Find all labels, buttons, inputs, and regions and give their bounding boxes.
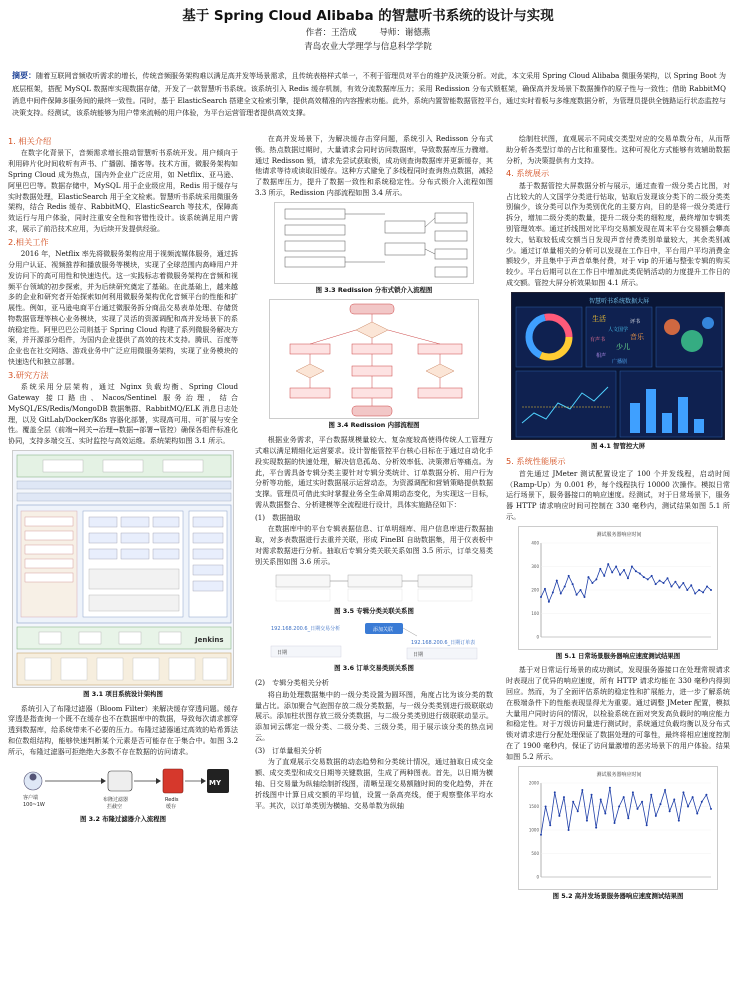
data-point (636, 807, 638, 809)
redis-label: Redis (165, 796, 179, 803)
data-point (673, 798, 675, 800)
data-point (604, 812, 606, 814)
word-cloud-word: 少儿 (616, 342, 630, 351)
data-point (678, 586, 680, 588)
date-field-left: 日期 (277, 650, 288, 657)
y-tick-label: 1000 (528, 827, 539, 832)
architecture-figure (12, 450, 234, 688)
data-point (692, 796, 694, 798)
data-point (627, 577, 629, 579)
order-relation-diagram (269, 620, 479, 662)
album-relation-figure (274, 571, 474, 605)
paragraph: 系统采用分层架构，通过 Nginx 负载均衡、Spring Cloud Gateway 接口路由、Nacos/Sentinel 服务治理，结合 MySQL/ES/Redis/MongoDB 数据集群、RabbitMQ/ELK 消息日志处理，以及 GitLab/Docker/K8s 容器化部署，实现高可用、可扩展与安全性。覆盖全层（前端→网关→治理→数据→部署→管控）确保各组件标准化协同，支持多端交互、实时监控与高效运维。系统架构如图 3.1 所示。 (8, 382, 238, 446)
data-point (609, 786, 611, 788)
data-point (710, 589, 712, 591)
redission-internal-diagram (270, 300, 480, 420)
data-point (623, 569, 625, 571)
paragraph: 基于对日常运行场景的成功测试，发现服务器接口在处理常规请求时表现出了优异的响应速度，所有 HTTP 请求均能在 330 毫秒内得到回应。然而，为了全面评估系统的稳定性和扩展能力，进一步了解系统在极端条件下的性能表现显得尤为重要。通过调整 JMeter 配置，模拟大量用户同时访问的情况，以检验系统在面对突发高负载时的响应能力和稳定性。对于万级访问量进行测试时，系统通过负载均衡以及分布式锁对请求进行分配处理保证了数据处理的可靠性，最终将相应速度控制在了 1900 毫秒内，保证了访问量激增的恶劣场景下的用户体验。结果如图 5.2 所示。 (506, 665, 730, 761)
figure-caption: 图 3.2 布隆过滤器介入流程图 (79, 814, 167, 823)
data-point (548, 600, 550, 602)
y-tick-label: 300 (531, 563, 539, 569)
word-cloud-word: 音乐 (630, 332, 644, 341)
section-heading: 4. 系统展示 (506, 168, 550, 179)
bloom-filter-diagram (11, 761, 235, 813)
dashboard-figure (511, 292, 725, 440)
section-heading: 3.研究方法 (8, 369, 49, 380)
figure-caption: 图 5.1 日常场景服务器响应速度测试结果图 (555, 651, 681, 660)
data-point (572, 583, 574, 585)
paragraph: 为了直观展示交易数据的动态趋势和分类统计情况，通过抽取日成交金额、成交类型和成交日期等关键数据，生成了两种图表。首先，以日期为横轴、日交易量为纵轴绘制折线图，清晰呈现交易额随时间的变化趋势，并在折线图中计算日成交额的平均值，设置一条高亮线，便于观察整体平均水平。其次，以订单类别为横轴、交易单数为纵轴 (255, 757, 493, 810)
authors (0, 27, 736, 40)
data-point (545, 805, 547, 807)
data-point (678, 819, 680, 821)
figure-caption: 图 3.6 订单交易类别关系图 (334, 664, 414, 673)
data-point (682, 582, 684, 584)
y-tick-label: 200 (531, 587, 539, 593)
abstract-label: 摘要： (12, 71, 37, 80)
series-line (541, 787, 711, 834)
order-detail-tag: 192.168.200.6_日期订单表 (411, 640, 476, 647)
data-point (647, 578, 649, 580)
word-cloud-word: 广播剧 (612, 358, 628, 365)
data-point (687, 805, 689, 807)
data-point (627, 817, 629, 819)
data-point (591, 582, 593, 584)
data-point (591, 793, 593, 795)
figure-caption: 图 3.5 专辑分类关联关系图 (334, 606, 414, 615)
order-table-tag: 192.168.200.6_日期交易分析 (271, 626, 341, 633)
chart-title: 测试服务器响应时间 (596, 771, 642, 778)
data-point (540, 596, 542, 598)
word-cloud-word: 有声书 (590, 336, 606, 343)
chart-title: 测试服务器响应时间 (596, 531, 642, 538)
client-label: 客户端 (23, 794, 39, 801)
jenkins-label: Jenkins (195, 635, 224, 644)
data-point (663, 582, 665, 584)
data-point (603, 575, 605, 577)
redission-lock-figure (274, 202, 474, 284)
paragraph: 将自助处理数据集中的一级分类设置为圆环图，角度占比为该分类的数量占比。添加聚合气泡图存放二级分类数据，与一级分类类别进行级联联动展示。添加柱状图存放三级分类数据，与二级分类类别进行级联联动显示。添加词云绑定一级分类、二级分类、三级分类，用于展示该分类的热点词云。 (255, 689, 493, 742)
word-cloud-word: 人文国学 (608, 326, 629, 333)
y-tick-label: 0 (536, 634, 539, 640)
data-point (623, 796, 625, 798)
paragraph: 根据业务需求，平台数据规模量较大、复杂度较高使得传统人工管理方式难以满足精细化运营要求。设计智能管控平台核心目标在于通过自动化手段实现数据的快速处理，解决信息孤岛、分析效率低、决策滞后等痛点。为此，平台需具备专辑分类主要针对专辑分类统计、订单数据分析、用户行为分析等功能，通过实时数据展示运营动态，为资源调配和营销策略提供数据支撑。管理员可借此实时掌握业务全生命周期动态变化，为实现这一目标，需从数据整合、分析建模等全流程进行设计，具体实施路径如下： (255, 435, 493, 509)
data-point (618, 805, 620, 807)
data-point (696, 812, 698, 814)
data-point (682, 791, 684, 793)
data-point (655, 583, 657, 585)
data-point (568, 575, 570, 577)
y-tick-label: 0 (536, 874, 539, 879)
data-point (641, 800, 643, 802)
data-point (639, 572, 641, 574)
data-point (659, 579, 661, 581)
data-point (705, 793, 707, 795)
abstract (12, 69, 726, 119)
data-point (580, 589, 582, 591)
date-field-right: 日期 (413, 652, 424, 659)
data-point (581, 789, 583, 791)
data-point (694, 592, 696, 594)
data-point (686, 589, 688, 591)
data-point (650, 793, 652, 795)
subsection-heading: (2) 专辑分类相关分析 (255, 678, 329, 687)
paragraph: 在数字化背景下，音频需求增长推动智慧听书系统开发。用户倾向于利用碎片化时间收听有声书、广播剧、播客等。技术方面，微服务架构如 Spring Cloud 成为热点，国内外企业广泛应用，如 Netflix、亚马逊、阿里巴巴等。数据存储中，MySQL 用于企业级应用，Redis 用于缓存与实时数据处理，ElasticSearch 用于全文检索。智慧听书系统采用微服务架构，结合 Redis 缓存、RabbitMQ、ElasticSearch 等技术，保障高效运行与用户体验，同时注重安全性和容错性设计。该系统满足用户需求，展示了前沿技术应用，为后续开发提供经验。 (8, 148, 238, 233)
data-point (544, 588, 546, 590)
data-point (540, 833, 542, 835)
subsection-heading: (3) 订单量相关分析 (255, 745, 322, 755)
data-point (698, 589, 700, 591)
data-point (674, 581, 676, 583)
data-point (586, 819, 588, 821)
data-point (552, 591, 554, 593)
album-relation-diagram (274, 571, 474, 605)
y-tick-label: 100 (531, 610, 539, 616)
client-sub-label: 100~1W (23, 801, 45, 808)
daily-response-chart (519, 527, 719, 651)
redis-sub-label: 缓存 (166, 803, 177, 810)
data-point (558, 814, 560, 816)
data-point (549, 824, 551, 826)
word-cloud-word: 相声 (596, 352, 607, 359)
paragraph: 系统引入了布隆过滤器（Bloom Filter）来解决缓存穿透问题。缓存穿透是指查询一个既不在缓存也不在数据库中的数据，导致每次请求都穿透到数据库，给系统带来不必要的压力。布隆过滤器通过高效的哈希算法和位数组结构，能够快速判断某个元素是否可能存在于集合中。如图 3.2 所示，布隆过滤器可拒绝绝大多数不存在数据的访问请求。 (8, 703, 238, 756)
data-point (651, 575, 653, 577)
section-heading: 2.相关工作 (8, 236, 49, 247)
figure-caption: 图 4.1 智管控大屏 (590, 441, 646, 450)
data-point (619, 573, 621, 575)
data-point (595, 578, 597, 580)
bloom-filter-sub-label: 拦截空 (107, 803, 123, 810)
data-point (702, 591, 704, 593)
y-tick-label: 500 (531, 850, 539, 856)
data-point (706, 585, 708, 587)
high-concurrency-chart-figure (518, 766, 718, 890)
column-2 (255, 134, 493, 812)
affiliation: 青岛农业大学理学与信息科学学院 (304, 42, 432, 52)
author-name: 作者：王浩成 (305, 28, 357, 38)
daily-response-chart-figure (518, 526, 718, 650)
advisor-name: 导师：谢德燕 (379, 28, 431, 38)
data-point (701, 800, 703, 802)
word-cloud-word: 评书 (630, 318, 641, 325)
data-point (560, 592, 562, 594)
data-point (576, 593, 578, 595)
bloom-filter-figure (11, 761, 235, 813)
dashboard-screen (512, 293, 726, 441)
abstract-text: 随着互联网音频收听需求的增长，传统音频服务架构难以满足高并发等场景需求，且传统表格样式单一，不利于管理员对平台的维护及决策分析。对此，本文采用 Spring Cloud Alibaba 微服务架构，以 Spring Boot 为底层框架，搭配 MySQL 数据库实现数据存储，开发了一款智慧听书系统。该系统引入 Redis 缓存机制，有效分流数据库压力；采用 Redission 分布式锁框架，确保高并发场景下数据操作的原子性与一致性；借助 RabbitMQ 消息中间件保障多服务间的最终一致性。同时，基于 ElasticSearch 搭建全文检索引擎，提供高效精准的内容搜索功能。此外，系统内置智能数据管控平台，通过实时看板与多维度数据分析，为管理员提供全链路运行状态监控与决策支持。经测试，该系统能够为用户带来流畅的用户体验，为平台运营管理者提供高效支撑。 (12, 71, 726, 118)
paragraph: 基于数据管控大屏数据分析与展示，通过查看一级分类占比图，对占比较大的人文国学分类进行钻取，钻取后发现该分类下的二级分类类别偏少，该分类可以作为类别优化的主要方向，目的是将一级分类进行拆分，增加二级分类的数量，提升二级分类的细粒度，最终增加专辑类别管理效率。通过折线图对比平均交易额发现在周末平台交易额会攀高较大，钻取较低成交额当日发现声音付费类别单量较大，其余类别减少。通过订单量相关的分析可以发现在工作日中，平台用户平均消费金额较少，并且集中于声音单集付费，对于 vip 的开通与整张专辑的购买较少。平台后期可以在工作日中增加此类促销活动的力度提升工作日的成交额。管控大屏分析效果如图 4.1 所示。 (506, 180, 730, 287)
data-point (614, 821, 616, 823)
paragraph: 首先通过 JMeter 测试配置设定了 100 个并发线程，启动时间（Ramp-Up）为 0.001 秒，每个线程执行 10000 次操作。模拟日常运行场景下，服务器接口的响应速度。经测试，对于日常场景下，服务器 HTTP 请求响应时间可控制在 330 毫秒内，测试结果如图 5.1 所示。 (506, 468, 730, 521)
y-tick-label: 2000 (528, 780, 539, 785)
data-point (554, 791, 556, 793)
paragraph: 在数据库中的平台专辑表据信息、订单明细库、用户信息库进行数据抽取，对多表数据进行去重并关联，形成 FineBI 自助数据集，用于仪表板中对需求数据进行分析。抽取后专辑分类关联关系如图 3.5 所示，订单交易类别关系图如图 3.6 所示。 (255, 524, 493, 566)
subsection-heading: (1) 数据抽取 (255, 512, 301, 522)
redission-internal-figure (269, 299, 479, 419)
order-relation-figure (269, 620, 479, 662)
paragraph: 绘制柱状图，直观展示不同成交类型对应的交易单数分布，从而帮助分析各类型订单的占比和重要性。这种可视化方式能够有效辅助数据分析，为决策提供有力支持。 (506, 134, 730, 165)
data-point (607, 563, 609, 565)
data-point (643, 576, 645, 578)
data-point (583, 596, 585, 598)
data-point (556, 579, 558, 581)
data-point (615, 565, 617, 567)
architecture-diagram (13, 451, 235, 689)
figure-caption: 图 3.1 项目系统设计架构图 (83, 689, 163, 698)
y-tick-label: 1500 (528, 803, 539, 809)
data-point (669, 810, 671, 812)
column-1 (8, 134, 238, 828)
data-point (631, 565, 633, 567)
y-tick-label: 400 (531, 540, 539, 546)
figure-caption: 图 3.4 Redission 内部流程图 (328, 421, 420, 430)
data-point (710, 807, 712, 809)
data-point (646, 824, 648, 826)
data-point (600, 798, 602, 800)
paragraph: 在高并发场景下，为解决缓存击穿问题，系统引入 Redisson 分布式锁。热点数据过期时，大量请求会同时访问数据库，导致数据库压力骤增。通过 Redisson 锁，请求先尝试获取锁，成功则查询数据库并更新缓存，其他请求等待或读取旧缓存。这种方式避免了多线程同时查询热点数据，减轻了数据库压力，提升了数据一致性和系统稳定性。分布式锁介入流程如图 3.3 所示，Redission 内部流程如图 3.4 所示。 (255, 134, 493, 197)
data-point (664, 789, 666, 791)
data-point (667, 577, 669, 579)
mysql-label: MY (209, 778, 222, 787)
data-point (587, 576, 589, 578)
data-point (599, 568, 601, 570)
data-point (611, 571, 613, 573)
data-point (690, 584, 692, 586)
section-heading: 5. 系统性能展示 (506, 456, 566, 467)
high-concurrency-chart (519, 767, 719, 891)
data-point (563, 796, 565, 798)
series-line (541, 564, 711, 602)
data-point (635, 570, 637, 572)
data-point (655, 814, 657, 816)
word-cloud-word: 生活 (592, 314, 606, 323)
figure-caption: 图 5.2 高并发场景服务器响应速度测试结果图 (552, 891, 684, 900)
data-point (659, 803, 661, 805)
data-point (670, 585, 672, 587)
paragraph: 2016 年，Netflix 率先将微服务架构应用于视频流媒体服务，通过拆分用户认证、视频推荐和播放服务等模块，实现了全球范围内高峰用户并发访问下的高可用性和快速迭代。这一实践标志着微服务架构在音频和视频平台领域的初步探索，并为后续研究奠定了基础。在此基础上，越来越多的企业和研究者开始探索如何利用微服务架构优化音频平台的性能和扩展性。例如，亚马逊电商平台通过微服务拆分商品交易表单处理、存储货物数据管理等核心业务模块，实现了灵活的资源调配和高并发场景下的系统稳定性。阿里巴巴公司则基于 Spring Cloud 构建了系列微服务解决方案，并开源部分组件，为国内企业提供了高效的技术支持。腾讯、百度等企业也在社交网络、游戏业务中广泛应用微服务架构，实现了业务模块的快速迭代和独立部署。 (8, 249, 238, 366)
column-3 (506, 134, 730, 905)
dashboard-title: 智慧听书系统数据大屏 (588, 297, 650, 305)
redission-lock-diagram (275, 203, 475, 285)
data-point (568, 829, 570, 831)
data-point (564, 585, 566, 587)
add-relation-tag: 添加关联 (373, 627, 394, 634)
bloom-filter-label: 布隆过滤器 (103, 796, 129, 803)
section-heading: 1. 相关介绍 (8, 136, 52, 146)
figure-caption: 图 3.3 Redission 分布式锁介入流程图 (315, 285, 433, 294)
data-point (577, 810, 579, 812)
data-point (595, 826, 597, 828)
data-point (632, 791, 634, 793)
paper-title: 基于 Spring Cloud Alibaba 的智慧听书系统的设计与实现 (182, 8, 554, 24)
data-point (572, 800, 574, 802)
